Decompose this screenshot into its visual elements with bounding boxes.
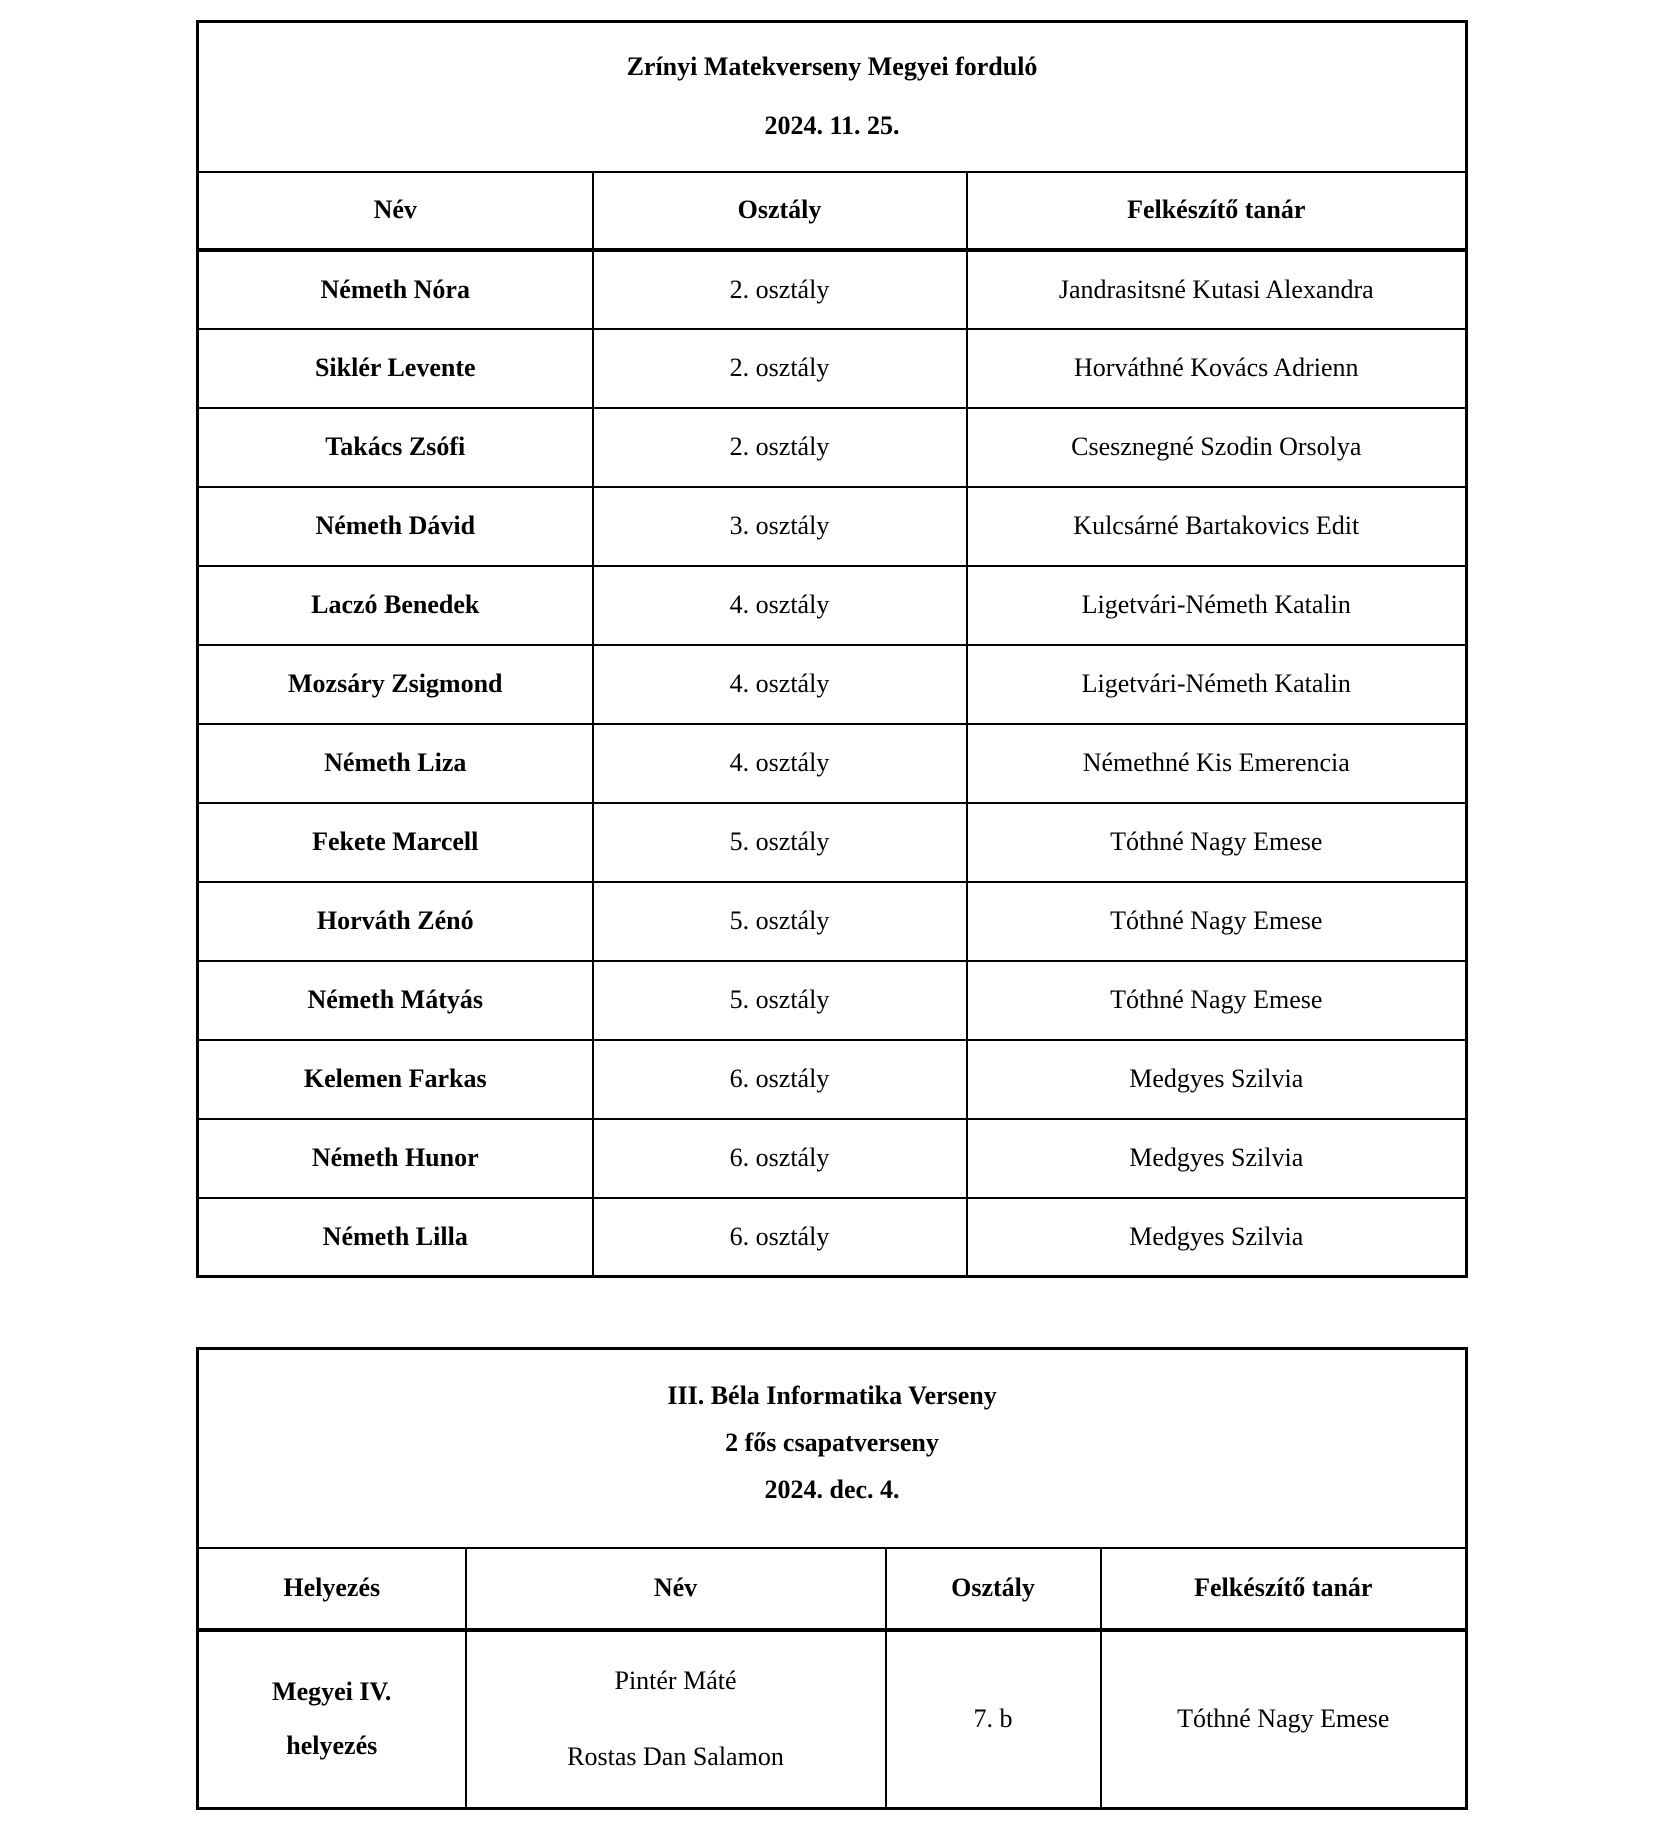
table1-header-class: Osztály [593,172,967,250]
table-row [198,408,1467,487]
table-row [198,566,1467,645]
team-members [466,1630,886,1809]
student-class: 6. osztály [593,1119,967,1198]
table1-title-row [198,22,1467,172]
teacher-name: Ligetvári-Németh Katalin [967,566,1467,645]
student-name: Fekete Marcell [198,803,593,882]
table-row [198,645,1467,724]
table1-title-cell [198,22,1467,172]
table2-date: 2024. dec. 4. [764,1475,900,1504]
table-row [198,724,1467,803]
student-name: Németh Dávid [198,487,593,566]
table-row [198,803,1467,882]
student-name: Horváth Zénó [198,882,593,961]
table-row [198,961,1467,1040]
table-row [198,882,1467,961]
table1-header-name: Név [198,172,593,250]
placement [198,1630,466,1809]
student-class: 2. osztály [593,250,967,329]
student-name: Németh Hunor [198,1119,593,1198]
table-row [198,1040,1467,1119]
table2-title-cell [198,1349,1467,1548]
teacher-name: Némethné Kis Emerencia [967,724,1467,803]
student-name: Kelemen Farkas [198,1040,593,1119]
student-class: 3. osztály [593,487,967,566]
table-row [198,250,1467,329]
student-class: 6. osztály [593,1040,967,1119]
table-row [198,1630,1467,1809]
student-class: 6. osztály [593,1198,967,1277]
table1-header-teacher: Felkészítő tanár [967,172,1467,250]
teacher-name: Horváthné Kovács Adrienn [967,329,1467,408]
student-class: 4. osztály [593,645,967,724]
student-class: 5. osztály [593,803,967,882]
table2-title: III. Béla Informatika Verseny [667,1381,997,1410]
table2-header-placement: Helyezés [198,1548,466,1630]
table-row [198,487,1467,566]
table2-title-row [198,1349,1467,1548]
student-name: Németh Mátyás [198,961,593,1040]
student-class: 5. osztály [593,882,967,961]
teacher-name: Medgyes Szilvia [967,1119,1467,1198]
table2-header-name: Név [466,1548,886,1630]
student-name: Mozsáry Zsigmond [198,645,593,724]
table2-header-row [198,1548,1467,1630]
student-class: 7. b [886,1630,1101,1809]
table-row [198,1119,1467,1198]
table2-header-teacher: Felkészítő tanár [1101,1548,1467,1630]
table-row [198,1198,1467,1277]
student-name: Németh Liza [198,724,593,803]
student-name: Laczó Benedek [198,566,593,645]
table-row [198,329,1467,408]
teacher-name: Tóthné Nagy Emese [967,882,1467,961]
table2-subtitle: 2 fős csapatverseny [725,1428,939,1457]
teacher-name: Ligetvári-Németh Katalin [967,645,1467,724]
student-class: 5. osztály [593,961,967,1040]
student-class: 2. osztály [593,329,967,408]
teacher-name: Csesznegné Szodin Orsolya [967,408,1467,487]
table2-header-class: Osztály [886,1548,1101,1630]
student-name: Takács Zsófi [198,408,593,487]
student-class: 2. osztály [593,408,967,487]
teacher-name: Medgyes Szilvia [967,1198,1467,1277]
table1-title: Zrínyi Matekverseny Megyei forduló [626,52,1038,82]
table1-header-row [198,172,1467,250]
teacher-name: Tóthné Nagy Emese [967,803,1467,882]
zrinyi-competition-table [196,20,1468,1278]
teacher-name: Medgyes Szilvia [967,1040,1467,1119]
student-name: Németh Lilla [198,1198,593,1277]
teacher-name: Tóthné Nagy Emese [1101,1630,1467,1809]
student-class: 4. osztály [593,724,967,803]
teacher-name: Jandrasitsné Kutasi Alexandra [967,250,1467,329]
student-name: Németh Nóra [198,250,593,329]
team-member-2: Rostas Dan Salamon [567,1742,784,1772]
placement-line1: Megyei IV. [272,1677,392,1707]
teacher-name: Kulcsárné Bartakovics Edit [967,487,1467,566]
team-member-1: Pintér Máté [614,1666,737,1696]
teacher-name: Tóthné Nagy Emese [967,961,1467,1040]
bela-informatics-competition-table [196,1347,1468,1810]
placement-line2: helyezés [286,1731,378,1761]
student-name: Siklér Levente [198,329,593,408]
student-class: 4. osztály [593,566,967,645]
table1-date: 2024. 11. 25. [764,111,900,141]
